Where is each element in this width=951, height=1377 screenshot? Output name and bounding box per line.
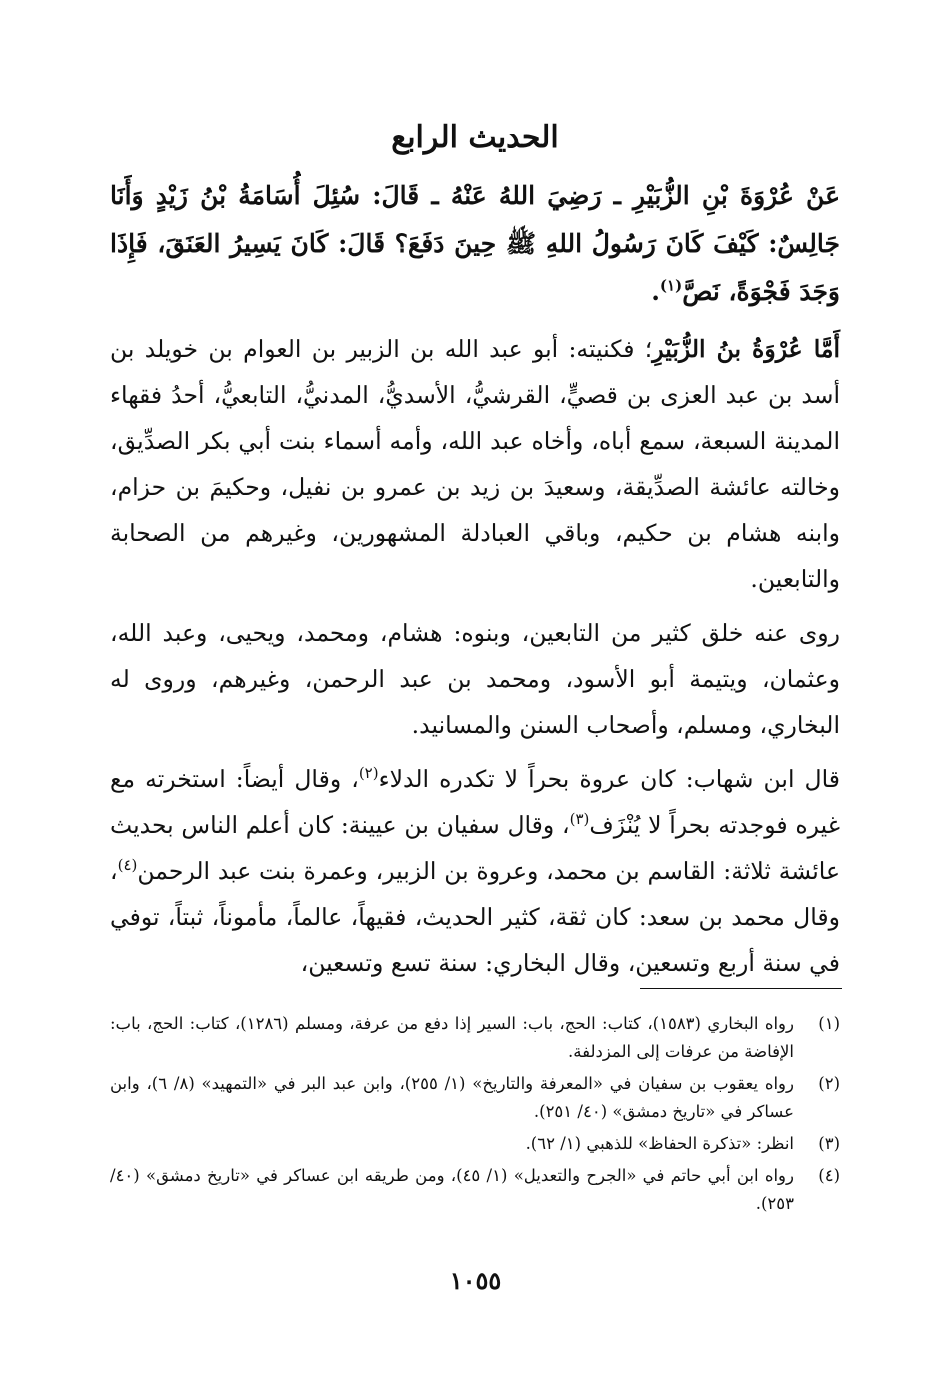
footnote-item <box>110 1070 840 1126</box>
footnote-text: رواه يعقوب بن سفيان في «المعرفة والتاريخ» (١/ ٢٥٥)، وابن عبد البر في «التمهيد» (٨/ ٦)، وابن عساكر في «تاريخ دمشق» (٤٠/ ٢٥١). <box>110 1074 794 1121</box>
footnote-item <box>110 1010 840 1066</box>
footnote-number: (٤) <box>818 1166 840 1185</box>
paragraph-text: ؛ فكنيته: أبو عبد الله بن الزبير بن العوام بن خويلد بن أسد بن عبد العزى بن قصيٍّ، القرشيُّ، الأسديُّ، المدنيُّ، التابعيُّ، أحدُ فقهاء المدينة السبعة، سمع أباه، وأخاه عبد الله، وأمه أسماء بنت أبي بكر الصدِّيق، وخالته عائشة الصدِّيقة، وسعيدَ بن زيد بن عمرو بن نفيل، وحكيمَ بن حزام، وابنه هشام بن حكيم، وباقي العبادلة المشهورين، وغيرهم من الصحابة والتابعين. <box>110 335 840 593</box>
hadith-body: عَنْ عُرْوَةَ بْنِ الزُّبَيْرِ ـ رَضِيَ اللهُ عَنْهُ ـ قَالَ: سُئِلَ أُسَامَةُ بْنُ زَيْدٍ وَأَنَا جَالِسٌ: كَيْفَ كَانَ رَسُولُ اللهِ ﷺ حِينَ دَفَعَ؟ قَالَ: كَانَ يَسِيرُ العَنَقَ، فَإِذَا وَجَدَ فَجْوَةً، نَصَّ <box>110 181 840 306</box>
footnote-text: رواه البخاري (١٥٨٣)، كتاب: الحج، باب: السير إذا دفع من عرفة، ومسلم (١٢٨٦)، كتاب: الحج، باب: الإفاضة من عرفات إلى المزدلفة. <box>110 1014 794 1061</box>
paragraph-praise <box>110 756 840 986</box>
page-number: ١٠٥٥ <box>449 1266 502 1295</box>
footnote-text: انظر: «تذكرة الحفاظ» للذهبي (١/ ٦٢). <box>525 1134 794 1153</box>
hadith-text <box>110 172 840 316</box>
footnote-text: رواه ابن أبي حاتم في «الجرح والتعديل» (١/ ٤٥)، ومن طريقه ابن عساكر في «تاريخ دمشق» (٤٠/ ٢٥٣). <box>110 1166 794 1213</box>
footnote-ref-2[interactable]: (٢) <box>358 764 379 783</box>
footnote-divider <box>640 988 842 989</box>
footnote-number: (٢) <box>818 1074 840 1093</box>
footnote-ref-4[interactable]: (٤) <box>117 856 138 875</box>
footnote-item <box>110 1130 840 1158</box>
page-body <box>110 118 840 994</box>
page-title: الحديث الرابع <box>391 120 559 155</box>
paragraph-text-d: ، وقال محمد بن سعد: كان ثقة، كثير الحديث، فقيهاً، عالماً، مأموناً، ثبتاً، توفي في سنة أربع وتسعين، وقال البخاري: سنة تسع وتسعين، <box>110 857 840 977</box>
paragraph-text-b: ، وقال أيضاً: استخرته مع غيره فوجدته بحراً لا يُنْزَف <box>110 765 840 839</box>
paragraph-narrators: روى عنه خلق كثير من التابعين، وبنوه: هشام، ومحمد، ويحيى، وعبد الله، وعثمان، ويتيمة أبو الأسود، ومحمد بن عبد الرحمن، وغيرهم، وروى له البخاري، ومسلم، وأصحاب السنن والمسانيد. <box>110 619 840 739</box>
paragraph-biography <box>110 326 840 602</box>
paragraph-lead: أَمَّا عُرْوَةُ بنُ الزُّبَيْرِ <box>652 335 840 363</box>
footnotes <box>110 1010 840 1222</box>
footnote-ref-1[interactable]: (١) <box>659 276 683 295</box>
footnote-ref-3[interactable]: (٣) <box>569 810 590 829</box>
paragraph-text-c: ، وقال سفيان بن عيينة: كان أعلم الناس بحديث عائشة ثلاثة: القاسم بن محمد، وعروة بن الزبير، وعمرة بنت عبد الرحمن <box>110 811 840 885</box>
footnote-number: (١) <box>818 1014 840 1033</box>
paragraph-text-a: قال ابن شهاب: كان عروة بحراً لا تكدره الدلاء <box>378 765 840 793</box>
hadith-end: . <box>651 277 660 306</box>
footnote-item <box>110 1162 840 1218</box>
footnote-number: (٣) <box>818 1134 840 1153</box>
